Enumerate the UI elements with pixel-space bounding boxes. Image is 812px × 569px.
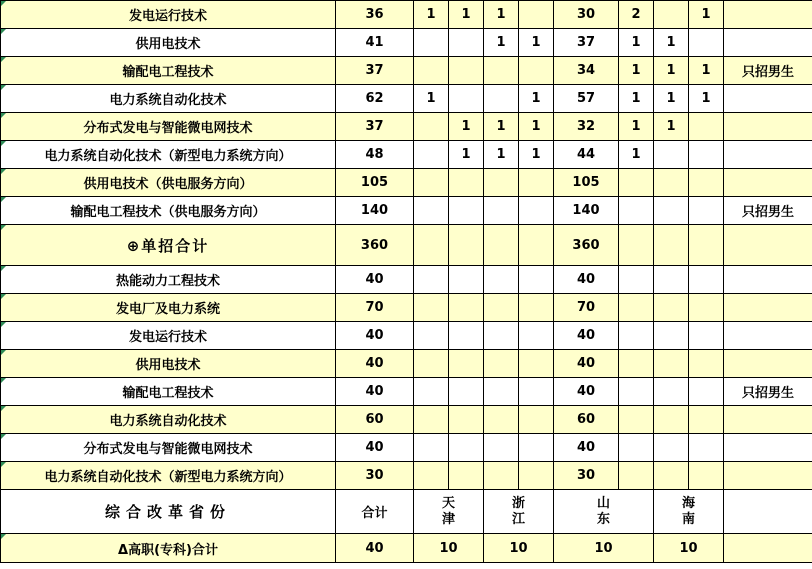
reform-tianjin-value[interactable]: 10 <box>414 534 484 563</box>
count-col-4-cell[interactable] <box>519 1 554 29</box>
subtotal-cell[interactable]: 40 <box>554 434 619 462</box>
count-col-7-cell[interactable] <box>689 197 724 225</box>
count-col-7-cell[interactable] <box>689 266 724 294</box>
count-col-5-cell[interactable]: 1 <box>619 29 654 57</box>
province-zhejiang-header[interactable] <box>484 490 554 534</box>
major-name-cell[interactable]: 发电运行技术 <box>1 1 336 29</box>
count-col-6-cell[interactable] <box>654 225 689 266</box>
province-tianjin-char-1: 天 <box>441 495 455 511</box>
remark-cell[interactable] <box>724 322 812 350</box>
major-name-cell[interactable]: 热能动力工程技术 <box>1 266 336 294</box>
count-col-3-cell[interactable] <box>484 266 519 294</box>
major-name-cell[interactable]: 电力系统自动化技术 <box>1 85 336 113</box>
count-col-2-cell[interactable] <box>449 29 484 57</box>
count-col-1-cell[interactable] <box>414 29 449 57</box>
count-col-4-cell[interactable] <box>519 197 554 225</box>
count-col-7-cell[interactable]: 1 <box>689 85 724 113</box>
count-col-1-cell[interactable] <box>414 141 449 169</box>
total-plan-cell[interactable]: 70 <box>336 294 414 322</box>
reform-provinces-title[interactable]: 综合改革省份 <box>1 490 336 534</box>
remark-cell[interactable] <box>724 141 812 169</box>
major-row <box>1 434 812 462</box>
count-col-7-cell[interactable] <box>689 169 724 197</box>
count-col-5-cell[interactable] <box>619 225 654 266</box>
count-col-6-cell[interactable] <box>654 434 689 462</box>
province-zhejiang-char-1: 浙 <box>511 495 525 511</box>
total-plan-cell[interactable]: 40 <box>336 266 414 294</box>
count-col-4-cell[interactable]: 1 <box>519 113 554 141</box>
reform-total-label[interactable]: Δ高职(专科)合计 <box>1 534 336 563</box>
count-col-3-cell[interactable] <box>484 57 519 85</box>
remark-cell[interactable] <box>724 1 812 29</box>
reform-total-header[interactable]: 合计 <box>336 490 414 534</box>
count-col-4-cell[interactable] <box>519 57 554 85</box>
count-col-1-cell[interactable] <box>414 406 449 434</box>
major-name-cell[interactable]: ⊕单招合计 <box>1 225 336 266</box>
count-col-2-cell[interactable] <box>449 197 484 225</box>
count-col-6-cell[interactable] <box>654 350 689 378</box>
count-col-2-cell[interactable] <box>449 322 484 350</box>
subtotal-cell[interactable]: 140 <box>554 197 619 225</box>
count-col-2-cell[interactable] <box>449 225 484 266</box>
count-col-6-cell[interactable] <box>654 169 689 197</box>
total-plan-cell[interactable]: 36 <box>336 1 414 29</box>
subtotal-cell[interactable]: 105 <box>554 169 619 197</box>
subtotal-cell[interactable]: 30 <box>554 462 619 490</box>
major-row <box>1 406 812 434</box>
subtotal-cell[interactable]: 40 <box>554 266 619 294</box>
count-col-5-cell[interactable]: 1 <box>619 141 654 169</box>
remark-cell[interactable]: 只招男生 <box>724 378 812 406</box>
count-col-3-cell[interactable] <box>484 169 519 197</box>
major-row <box>1 141 812 169</box>
count-col-2-cell[interactable] <box>449 57 484 85</box>
count-col-7-cell[interactable] <box>689 29 724 57</box>
total-plan-cell[interactable]: 60 <box>336 406 414 434</box>
count-col-2-cell[interactable]: 1 <box>449 141 484 169</box>
subtotal-cell[interactable]: 40 <box>554 322 619 350</box>
major-name-cell[interactable]: 分布式发电与智能微电网技术 <box>1 434 336 462</box>
count-col-5-cell[interactable] <box>619 406 654 434</box>
count-col-5-cell[interactable]: 1 <box>619 113 654 141</box>
major-row <box>1 57 812 85</box>
remark-cell[interactable] <box>724 434 812 462</box>
count-col-1-cell[interactable] <box>414 225 449 266</box>
major-row <box>1 197 812 225</box>
count-col-4-cell[interactable]: 1 <box>519 85 554 113</box>
count-col-5-cell[interactable] <box>619 322 654 350</box>
count-col-3-cell[interactable] <box>484 462 519 490</box>
count-col-2-cell[interactable] <box>449 378 484 406</box>
count-col-4-cell[interactable]: 1 <box>519 29 554 57</box>
subtotal-cell[interactable]: 44 <box>554 141 619 169</box>
count-col-3-cell[interactable] <box>484 294 519 322</box>
remark-cell[interactable] <box>724 294 812 322</box>
count-col-1-cell[interactable] <box>414 197 449 225</box>
count-col-2-cell[interactable] <box>449 462 484 490</box>
reform-total-empty-cell[interactable] <box>724 534 812 563</box>
province-zhejiang-char-2: 江 <box>511 511 525 527</box>
count-col-6-cell[interactable] <box>654 406 689 434</box>
count-col-3-cell[interactable] <box>484 378 519 406</box>
count-col-1-cell[interactable] <box>414 462 449 490</box>
count-col-7-cell[interactable] <box>689 378 724 406</box>
count-col-6-cell[interactable] <box>654 197 689 225</box>
subtotal-cell[interactable]: 360 <box>554 225 619 266</box>
count-col-3-cell[interactable]: 1 <box>484 1 519 29</box>
count-col-1-cell[interactable] <box>414 57 449 85</box>
total-plan-cell[interactable]: 40 <box>336 378 414 406</box>
count-col-4-cell[interactable] <box>519 406 554 434</box>
count-col-1-cell[interactable] <box>414 113 449 141</box>
major-name-cell[interactable]: 发电运行技术 <box>1 322 336 350</box>
subtotal-cell[interactable]: 70 <box>554 294 619 322</box>
count-col-5-cell[interactable]: 1 <box>619 57 654 85</box>
count-col-5-cell[interactable] <box>619 266 654 294</box>
count-col-6-cell[interactable] <box>654 322 689 350</box>
major-row <box>1 462 812 490</box>
total-plan-cell[interactable]: 360 <box>336 225 414 266</box>
reform-provinces-header-row <box>1 490 812 534</box>
count-col-2-cell[interactable] <box>449 434 484 462</box>
total-plan-cell[interactable]: 41 <box>336 29 414 57</box>
count-col-1-cell[interactable] <box>414 378 449 406</box>
subtotal-cell[interactable]: 37 <box>554 29 619 57</box>
subtotal-cell[interactable]: 57 <box>554 85 619 113</box>
major-row <box>1 113 812 141</box>
count-col-6-cell[interactable]: 1 <box>654 57 689 85</box>
total-plan-cell[interactable]: 48 <box>336 141 414 169</box>
count-col-5-cell[interactable] <box>619 434 654 462</box>
count-col-4-cell[interactable] <box>519 378 554 406</box>
count-col-2-cell[interactable]: 1 <box>449 1 484 29</box>
major-name-cell[interactable]: 输配电工程技术 <box>1 378 336 406</box>
count-col-4-cell[interactable]: 1 <box>519 141 554 169</box>
count-col-2-cell[interactable] <box>449 350 484 378</box>
count-col-3-cell[interactable] <box>484 322 519 350</box>
major-name-cell[interactable]: 供用电技术（供电服务方向） <box>1 169 336 197</box>
remark-cell[interactable] <box>724 462 812 490</box>
province-hainan-char-2: 南 <box>681 511 695 527</box>
major-row <box>1 322 812 350</box>
province-shandong-char-1: 山 <box>596 495 610 511</box>
major-row <box>1 169 812 197</box>
count-col-3-cell[interactable] <box>484 225 519 266</box>
count-col-1-cell[interactable]: 1 <box>414 85 449 113</box>
count-col-6-cell[interactable] <box>654 462 689 490</box>
count-col-5-cell[interactable] <box>619 169 654 197</box>
count-col-4-cell[interactable] <box>519 266 554 294</box>
count-col-1-cell[interactable]: 1 <box>414 1 449 29</box>
count-col-7-cell[interactable] <box>689 462 724 490</box>
count-col-2-cell[interactable] <box>449 294 484 322</box>
major-row <box>1 350 812 378</box>
count-col-5-cell[interactable] <box>619 350 654 378</box>
count-col-3-cell[interactable]: 1 <box>484 141 519 169</box>
total-plan-cell[interactable]: 140 <box>336 197 414 225</box>
major-name-cell[interactable]: 发电厂及电力系统 <box>1 294 336 322</box>
major-name-cell[interactable]: 输配电工程技术（供电服务方向） <box>1 197 336 225</box>
count-col-6-cell[interactable] <box>654 266 689 294</box>
remark-cell[interactable] <box>724 113 812 141</box>
total-plan-cell[interactable]: 30 <box>336 462 414 490</box>
subtotal-cell[interactable]: 40 <box>554 378 619 406</box>
major-row <box>1 225 812 266</box>
remark-cell[interactable] <box>724 85 812 113</box>
count-col-3-cell[interactable]: 1 <box>484 29 519 57</box>
count-col-2-cell[interactable] <box>449 406 484 434</box>
major-name-cell[interactable]: 电力系统自动化技术（新型电力系统方向） <box>1 141 336 169</box>
count-col-1-cell[interactable] <box>414 266 449 294</box>
count-col-3-cell[interactable]: 1 <box>484 113 519 141</box>
major-name-cell[interactable]: 输配电工程技术 <box>1 57 336 85</box>
reform-total-row <box>1 534 812 563</box>
total-plan-cell[interactable]: 62 <box>336 85 414 113</box>
count-col-1-cell[interactable] <box>414 294 449 322</box>
count-col-7-cell[interactable] <box>689 225 724 266</box>
count-col-3-cell[interactable] <box>484 434 519 462</box>
total-plan-cell[interactable]: 40 <box>336 434 414 462</box>
count-col-4-cell[interactable] <box>519 350 554 378</box>
major-row <box>1 85 812 113</box>
count-col-7-cell[interactable] <box>689 434 724 462</box>
remark-cell[interactable] <box>724 266 812 294</box>
total-plan-cell[interactable]: 40 <box>336 322 414 350</box>
count-col-3-cell[interactable] <box>484 85 519 113</box>
count-col-4-cell[interactable] <box>519 322 554 350</box>
count-col-7-cell[interactable]: 1 <box>689 57 724 85</box>
count-col-4-cell[interactable] <box>519 169 554 197</box>
count-col-7-cell[interactable]: 1 <box>689 1 724 29</box>
major-name-cell[interactable]: 分布式发电与智能微电网技术 <box>1 113 336 141</box>
remark-cell[interactable] <box>724 29 812 57</box>
major-row <box>1 1 812 29</box>
count-col-5-cell[interactable] <box>619 197 654 225</box>
count-col-5-cell[interactable]: 2 <box>619 1 654 29</box>
count-col-4-cell[interactable] <box>519 225 554 266</box>
major-row <box>1 294 812 322</box>
count-col-1-cell[interactable] <box>414 322 449 350</box>
count-col-7-cell[interactable] <box>689 141 724 169</box>
count-col-2-cell[interactable] <box>449 169 484 197</box>
reform-zhejiang-value[interactable]: 10 <box>484 534 554 563</box>
province-tianjin-char-2: 津 <box>441 511 455 527</box>
count-col-7-cell[interactable] <box>689 322 724 350</box>
major-row <box>1 378 812 406</box>
total-plan-cell[interactable]: 37 <box>336 113 414 141</box>
count-col-4-cell[interactable] <box>519 434 554 462</box>
major-name-cell[interactable]: 电力系统自动化技术（新型电力系统方向） <box>1 462 336 490</box>
count-col-1-cell[interactable] <box>414 350 449 378</box>
major-name-cell[interactable]: 供用电技术 <box>1 350 336 378</box>
reform-total-value[interactable]: 40 <box>336 534 414 563</box>
count-col-4-cell[interactable] <box>519 294 554 322</box>
subtotal-cell[interactable]: 30 <box>554 1 619 29</box>
count-col-3-cell[interactable] <box>484 197 519 225</box>
province-shandong-header[interactable] <box>554 490 654 534</box>
total-plan-cell[interactable]: 105 <box>336 169 414 197</box>
major-row <box>1 29 812 57</box>
remark-cell[interactable] <box>724 225 812 266</box>
remark-cell[interactable] <box>724 350 812 378</box>
count-col-2-cell[interactable] <box>449 266 484 294</box>
subtotal-cell[interactable]: 40 <box>554 350 619 378</box>
total-plan-cell[interactable]: 37 <box>336 57 414 85</box>
count-col-1-cell[interactable] <box>414 434 449 462</box>
major-name-cell[interactable]: 供用电技术 <box>1 29 336 57</box>
count-col-6-cell[interactable] <box>654 294 689 322</box>
province-hainan-char-1: 海 <box>681 495 695 511</box>
reform-shandong-value[interactable]: 10 <box>554 534 654 563</box>
count-col-3-cell[interactable] <box>484 406 519 434</box>
count-col-3-cell[interactable] <box>484 350 519 378</box>
subtotal-cell[interactable]: 60 <box>554 406 619 434</box>
province-hainan-header[interactable] <box>654 490 724 534</box>
count-col-5-cell[interactable]: 1 <box>619 85 654 113</box>
count-col-6-cell[interactable] <box>654 141 689 169</box>
count-col-5-cell[interactable] <box>619 294 654 322</box>
count-col-2-cell[interactable]: 1 <box>449 113 484 141</box>
count-col-6-cell[interactable]: 1 <box>654 85 689 113</box>
count-col-6-cell[interactable]: 1 <box>654 29 689 57</box>
province-tianjin-header[interactable] <box>414 490 484 534</box>
province-shandong-char-2: 东 <box>596 511 610 527</box>
remark-cell[interactable]: 只招男生 <box>724 197 812 225</box>
subtotal-cell[interactable]: 34 <box>554 57 619 85</box>
count-col-7-cell[interactable] <box>689 406 724 434</box>
count-col-5-cell[interactable] <box>619 378 654 406</box>
count-col-2-cell[interactable] <box>449 85 484 113</box>
remark-cell[interactable] <box>724 169 812 197</box>
count-col-7-cell[interactable] <box>689 350 724 378</box>
total-plan-cell[interactable]: 40 <box>336 350 414 378</box>
count-col-6-cell[interactable] <box>654 1 689 29</box>
count-col-7-cell[interactable] <box>689 113 724 141</box>
remark-cell[interactable] <box>724 406 812 434</box>
count-col-5-cell[interactable] <box>619 462 654 490</box>
subtotal-cell[interactable]: 32 <box>554 113 619 141</box>
reform-header-empty-cell[interactable] <box>724 490 812 534</box>
major-name-cell[interactable]: 电力系统自动化技术 <box>1 406 336 434</box>
count-col-1-cell[interactable] <box>414 169 449 197</box>
remark-cell[interactable]: 只招男生 <box>724 57 812 85</box>
count-col-6-cell[interactable]: 1 <box>654 113 689 141</box>
count-col-6-cell[interactable] <box>654 378 689 406</box>
major-row <box>1 266 812 294</box>
reform-hainan-value[interactable]: 10 <box>654 534 724 563</box>
count-col-4-cell[interactable] <box>519 462 554 490</box>
count-col-7-cell[interactable] <box>689 294 724 322</box>
